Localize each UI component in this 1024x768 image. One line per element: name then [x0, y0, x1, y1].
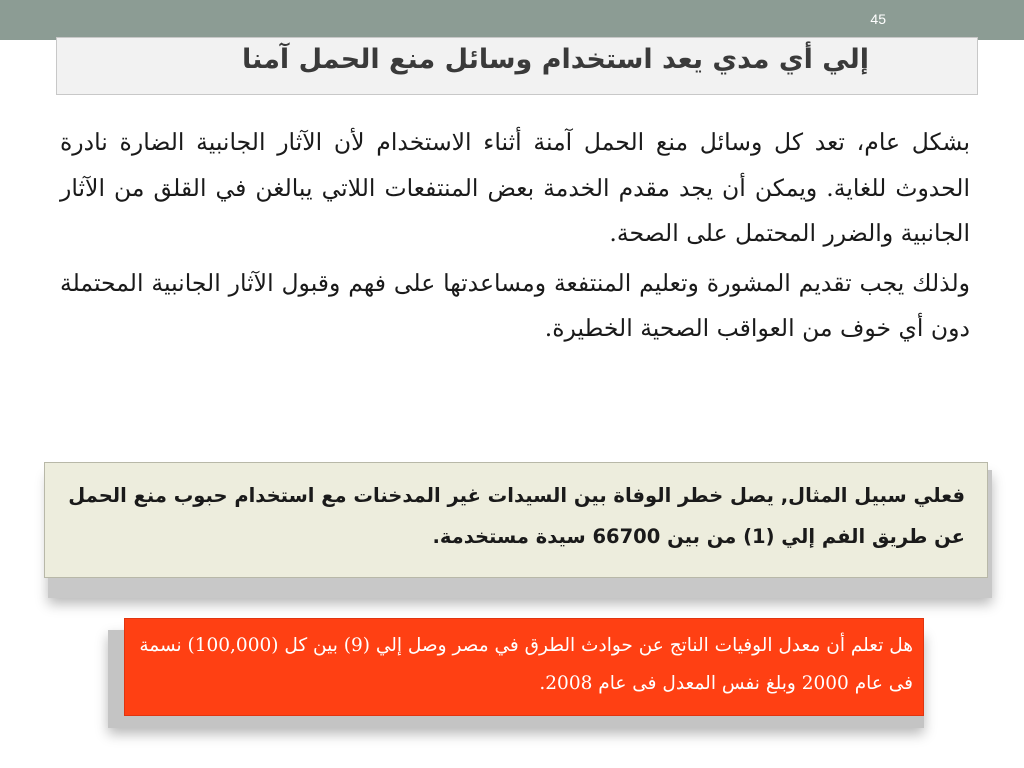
top-band	[0, 0, 1024, 40]
slide-title: إلي أي مدي يعد استخدام وسائل منع الحمل آمنا	[242, 44, 869, 75]
body-paragraph-1: بشكل عام، تعد كل وسائل منع الحمل آمنة أثناء الاستخدام لأن الآثار الجانبية الضارة نادرة الحدوث للغاية. ويمكن أن يجد مقدم الخدمة بعض المنتفعات اللاتي يبالغن في القلق من الآثار الجانبية والضرر المحتمل على الصحة.	[60, 128, 970, 247]
did-you-know-text: هل تعلم أن معدل الوفيات الناتج عن حوادث الطرق في مصر وصل إلي (9) بين كل (100,000) نسمة فى عام 2000 وبلغ نفس المعدل فى عام 2008.	[139, 635, 913, 694]
body-paragraph-2: ولذلك يجب تقديم المشورة وتعليم المنتفعة ومساعدتها على فهم وقبول الآثار الجانبية المحتملة دون أي خوف من العواقب الصحية الخطيرة.	[60, 268, 970, 342]
slide-number: 45	[870, 11, 886, 27]
did-you-know-callout	[124, 618, 924, 716]
title-box	[56, 37, 978, 95]
body-text	[60, 120, 970, 356]
fact-callout	[44, 462, 988, 578]
fact-callout-text: فعلي سبيل المثال, يصل خطر الوفاة بين السيدات غير المدخنات مع استخدام حبوب منع الحمل عن طريق الفم إلي (1) من بين 66700 سيدة مستخدمة.	[68, 484, 965, 548]
